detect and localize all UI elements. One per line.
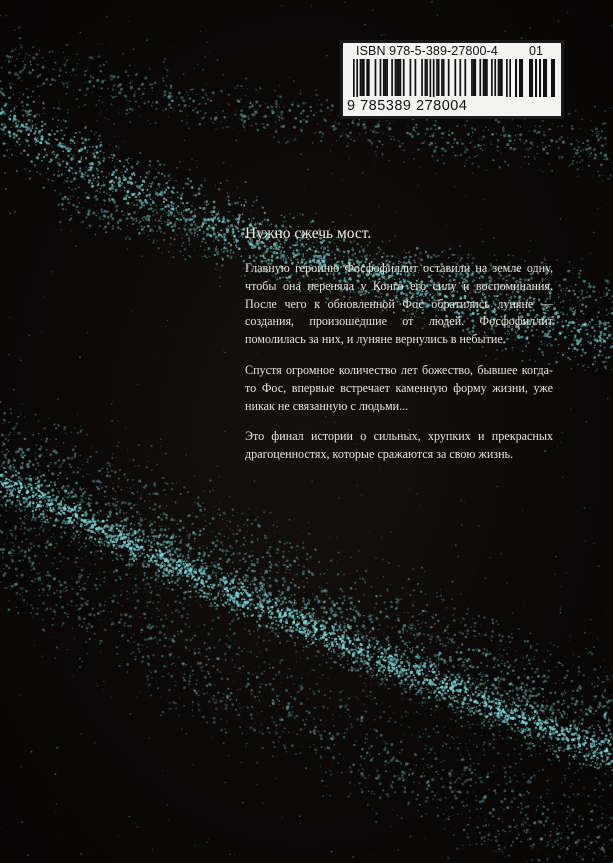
ean-barcode-bars [353, 59, 511, 97]
isbn-text: ISBN 978-5-389-27800-4 [356, 44, 498, 58]
blurb-paragraph-1: Главную героиню Фосфофиллит оставили на земле одну, чтобы она переняла у Конго его силу и воспоминания. После чего к обновленной Фос обратились луняне — создания, произошедшие от людей. Фосфофиллит помолилась за них, и луняне вернулись в небытие. [245, 261, 553, 347]
addon-barcode-bars [515, 59, 555, 97]
blurb-text-block [245, 225, 553, 477]
ean-digits: 9 785389 278004 [347, 98, 468, 114]
tagline: Нужно сжечь мост. [245, 225, 372, 242]
isbn-barcode-label [340, 40, 564, 119]
blurb-paragraph-3: Это финал истории о сильных, хрупких и прекрасных драгоценностях, которые сражаются за свою жизнь. [245, 429, 553, 462]
blurb-paragraph-2: Спустя огромное количество лет божество, бывшее когда-то Фос, впервые встречает каменную форму жизни, уже никак не связанную с людьми... [245, 362, 553, 413]
isbn-addon-text: 01 [529, 44, 543, 58]
